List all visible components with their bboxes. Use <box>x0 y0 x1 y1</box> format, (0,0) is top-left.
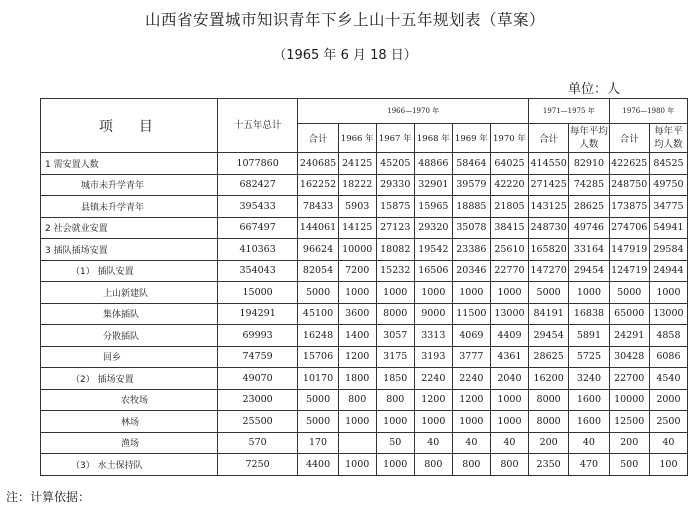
table-row <box>41 239 688 261</box>
cell-value: 42220 <box>490 174 528 196</box>
cell-value: 1800 <box>338 368 376 390</box>
table-row <box>41 346 688 368</box>
row-label: 分散插队 <box>41 325 218 347</box>
footnote: 注：计算依据： <box>6 490 91 504</box>
header-col: 合计 <box>609 124 649 153</box>
row-label: 渔场 <box>41 432 218 454</box>
cell-value: 170 <box>298 432 338 454</box>
table-row <box>41 325 688 347</box>
cell-value: 800 <box>376 389 414 411</box>
cell-value: 4069 <box>452 325 490 347</box>
header-col: 1969 年 <box>452 124 490 153</box>
cell-value: 2240 <box>414 368 452 390</box>
cell-value: 1850 <box>376 368 414 390</box>
cell-value: 28625 <box>569 196 609 218</box>
header-col: 合计 <box>298 124 338 153</box>
document-date: （1965 年 6 月 18 日） <box>273 48 417 63</box>
cell-value: 271425 <box>529 174 569 196</box>
cell-value: 11500 <box>452 303 490 325</box>
row-label: 集体插队 <box>41 303 218 325</box>
cell-value: 32901 <box>414 174 452 196</box>
cell-value: 500 <box>609 454 649 476</box>
cell-value: 49750 <box>649 174 687 196</box>
cell-value: 248750 <box>609 174 649 196</box>
cell-value: 49746 <box>569 217 609 239</box>
cell-value: 1000 <box>376 282 414 304</box>
header-col: 1967 年 <box>376 124 414 153</box>
table-row <box>41 432 688 454</box>
row-label: （2） 插场安置 <box>41 368 218 390</box>
cell-value: 24944 <box>649 260 687 282</box>
cell-value: 40 <box>490 432 528 454</box>
cell-value: 5725 <box>569 346 609 368</box>
cell-value: 1000 <box>490 282 528 304</box>
cell-value: 2000 <box>649 389 687 411</box>
table-row <box>41 368 688 390</box>
cell-value: 147919 <box>609 239 649 261</box>
cell-value: 82910 <box>569 153 609 175</box>
cell-value: 162252 <box>298 174 338 196</box>
cell-value: 2240 <box>452 368 490 390</box>
cell-value: 3057 <box>376 325 414 347</box>
cell-value: 22700 <box>609 368 649 390</box>
cell-value: 82054 <box>298 260 338 282</box>
cell-value: 58464 <box>452 153 490 175</box>
cell-value: 124719 <box>609 260 649 282</box>
cell-value: 800 <box>490 454 528 476</box>
cell-value: 45100 <box>298 303 338 325</box>
cell-value: 1000 <box>649 282 687 304</box>
cell-value: 274706 <box>609 217 649 239</box>
cell-value: 34775 <box>649 196 687 218</box>
cell-value: 30428 <box>609 346 649 368</box>
cell-value: 16506 <box>414 260 452 282</box>
cell-value: 14125 <box>338 217 376 239</box>
unit-label: 单位：人 <box>568 82 621 97</box>
cell-value: 3313 <box>414 325 452 347</box>
header-total: 十五年总计 <box>217 99 298 153</box>
cell-value: 40 <box>569 432 609 454</box>
cell-value: 800 <box>452 454 490 476</box>
row-label: 2 社会就业安置 <box>41 217 218 239</box>
cell-value: 22770 <box>490 260 528 282</box>
cell-value: 4409 <box>490 325 528 347</box>
cell-value: 28625 <box>529 346 569 368</box>
cell-value: 15875 <box>376 196 414 218</box>
cell-value: 24125 <box>338 153 376 175</box>
cell-value: 7200 <box>338 260 376 282</box>
cell-value: 20346 <box>452 260 490 282</box>
cell-value: 248730 <box>529 217 569 239</box>
cell-value: 2500 <box>649 411 687 433</box>
table-row <box>41 282 688 304</box>
cell-value: 667497 <box>217 217 298 239</box>
table-row <box>41 217 688 239</box>
cell-value: 3193 <box>414 346 452 368</box>
cell-value: 8000 <box>376 303 414 325</box>
row-label: 农牧场 <box>41 389 218 411</box>
cell-value: 8000 <box>529 389 569 411</box>
cell-value: 410363 <box>217 239 298 261</box>
cell-value: 147270 <box>529 260 569 282</box>
cell-value: 15965 <box>414 196 452 218</box>
header-col: 1970 年 <box>490 124 528 153</box>
cell-value: 49070 <box>217 368 298 390</box>
table-row <box>41 411 688 433</box>
cell-value: 800 <box>338 389 376 411</box>
table-row <box>41 303 688 325</box>
cell-value: 6086 <box>649 346 687 368</box>
cell-value: 414550 <box>529 153 569 175</box>
cell-value: 1000 <box>452 282 490 304</box>
cell-value: 200 <box>609 432 649 454</box>
cell-value: 29454 <box>569 260 609 282</box>
cell-value: 4540 <box>649 368 687 390</box>
cell-value <box>338 432 376 454</box>
cell-value: 18885 <box>452 196 490 218</box>
cell-value: 570 <box>217 432 298 454</box>
cell-value: 1400 <box>338 325 376 347</box>
cell-value: 200 <box>529 432 569 454</box>
row-label: 1 需安置人数 <box>41 153 218 175</box>
header-group-1971-1975: 1971—1975 年 <box>529 99 610 124</box>
cell-value: 395433 <box>217 196 298 218</box>
cell-value: 9000 <box>414 303 452 325</box>
cell-value: 19542 <box>414 239 452 261</box>
cell-value: 64025 <box>490 153 528 175</box>
cell-value: 65000 <box>609 303 649 325</box>
row-label: （3） 水土保持队 <box>41 454 218 476</box>
cell-value: 4400 <box>298 454 338 476</box>
row-label: 县镇未升学青年 <box>41 196 218 218</box>
cell-value: 18222 <box>338 174 376 196</box>
cell-value: 10000 <box>609 389 649 411</box>
cell-value: 1200 <box>338 346 376 368</box>
table-row <box>41 260 688 282</box>
cell-value: 29454 <box>529 325 569 347</box>
cell-value: 354043 <box>217 260 298 282</box>
cell-value: 40 <box>414 432 452 454</box>
cell-value: 5000 <box>298 411 338 433</box>
cell-value: 3240 <box>569 368 609 390</box>
cell-value: 1000 <box>414 282 452 304</box>
cell-value: 1000 <box>490 411 528 433</box>
row-label: 城市未升学青年 <box>41 174 218 196</box>
cell-value: 54941 <box>649 217 687 239</box>
table-row <box>41 454 688 476</box>
cell-value: 74285 <box>569 174 609 196</box>
cell-value: 800 <box>414 454 452 476</box>
cell-value: 1200 <box>414 389 452 411</box>
cell-value: 1000 <box>452 411 490 433</box>
cell-value: 2350 <box>529 454 569 476</box>
cell-value: 12500 <box>609 411 649 433</box>
cell-value: 4361 <box>490 346 528 368</box>
header-col: 1968 年 <box>414 124 452 153</box>
table-row <box>41 389 688 411</box>
cell-value: 21805 <box>490 196 528 218</box>
cell-value: 144061 <box>298 217 338 239</box>
cell-value: 96624 <box>298 239 338 261</box>
header-group-1966-1970: 1966—1970 年 <box>298 99 529 124</box>
cell-value: 8000 <box>529 411 569 433</box>
cell-value: 50 <box>376 432 414 454</box>
cell-value: 173875 <box>609 196 649 218</box>
cell-value: 5000 <box>529 282 569 304</box>
row-label: 上山新建队 <box>41 282 218 304</box>
cell-value: 15232 <box>376 260 414 282</box>
row-label: （1） 插队安置 <box>41 260 218 282</box>
cell-value: 7250 <box>217 454 298 476</box>
cell-value: 1200 <box>452 389 490 411</box>
cell-value: 38415 <box>490 217 528 239</box>
cell-value: 16248 <box>298 325 338 347</box>
cell-value: 74759 <box>217 346 298 368</box>
cell-value: 3175 <box>376 346 414 368</box>
cell-value: 1000 <box>569 282 609 304</box>
cell-value: 29584 <box>649 239 687 261</box>
row-label: 林场 <box>41 411 218 433</box>
cell-value: 15706 <box>298 346 338 368</box>
cell-value: 422625 <box>609 153 649 175</box>
cell-value: 1000 <box>338 282 376 304</box>
header-col: 每年平均人数 <box>649 124 687 153</box>
cell-value: 15000 <box>217 282 298 304</box>
cell-value: 1000 <box>414 411 452 433</box>
header-col: 1966 年 <box>338 124 376 153</box>
document-title: 山西省安置城市知识青年下乡上山十五年规划表（草案） <box>144 11 545 29</box>
cell-value: 24291 <box>609 325 649 347</box>
cell-value: 40 <box>452 432 490 454</box>
cell-value: 5000 <box>298 282 338 304</box>
cell-value: 84191 <box>529 303 569 325</box>
cell-value: 84525 <box>649 153 687 175</box>
cell-value: 100 <box>649 454 687 476</box>
cell-value: 40 <box>649 432 687 454</box>
cell-value: 16200 <box>529 368 569 390</box>
table-row <box>41 153 688 175</box>
table-row <box>41 196 688 218</box>
cell-value: 165820 <box>529 239 569 261</box>
cell-value: 5891 <box>569 325 609 347</box>
cell-value: 10170 <box>298 368 338 390</box>
cell-value: 48866 <box>414 153 452 175</box>
header-col: 每年平均人数 <box>569 124 609 153</box>
cell-value: 682427 <box>217 174 298 196</box>
cell-value: 3777 <box>452 346 490 368</box>
cell-value: 45205 <box>376 153 414 175</box>
cell-value: 39579 <box>452 174 490 196</box>
cell-value: 1000 <box>338 454 376 476</box>
cell-value: 1000 <box>338 411 376 433</box>
cell-value: 5000 <box>298 389 338 411</box>
cell-value: 5903 <box>338 196 376 218</box>
plan-table <box>40 98 688 476</box>
cell-value: 78433 <box>298 196 338 218</box>
cell-value: 2040 <box>490 368 528 390</box>
cell-value: 5000 <box>609 282 649 304</box>
header-col: 合计 <box>529 124 569 153</box>
cell-value: 33164 <box>569 239 609 261</box>
cell-value: 143125 <box>529 196 569 218</box>
header-group-1976-1980: 1976—1980 年 <box>609 99 687 124</box>
cell-value: 1000 <box>376 411 414 433</box>
cell-value: 240685 <box>298 153 338 175</box>
cell-value: 4858 <box>649 325 687 347</box>
table-row <box>41 174 688 196</box>
cell-value: 23386 <box>452 239 490 261</box>
cell-value: 16838 <box>569 303 609 325</box>
cell-value: 25500 <box>217 411 298 433</box>
cell-value: 3600 <box>338 303 376 325</box>
cell-value: 1000 <box>490 389 528 411</box>
cell-value: 27123 <box>376 217 414 239</box>
cell-value: 470 <box>569 454 609 476</box>
header-item: 项 目 <box>41 99 218 153</box>
cell-value: 13000 <box>649 303 687 325</box>
cell-value: 29330 <box>376 174 414 196</box>
cell-value: 25610 <box>490 239 528 261</box>
row-label: 3 插队插场安置 <box>41 239 218 261</box>
cell-value: 10000 <box>338 239 376 261</box>
cell-value: 23000 <box>217 389 298 411</box>
cell-value: 1600 <box>569 389 609 411</box>
cell-value: 1000 <box>376 454 414 476</box>
row-label: 回乡 <box>41 346 218 368</box>
cell-value: 18082 <box>376 239 414 261</box>
cell-value: 194291 <box>217 303 298 325</box>
cell-value: 1077860 <box>217 153 298 175</box>
cell-value: 35078 <box>452 217 490 239</box>
cell-value: 1600 <box>569 411 609 433</box>
cell-value: 29320 <box>414 217 452 239</box>
cell-value: 13000 <box>490 303 528 325</box>
cell-value: 69993 <box>217 325 298 347</box>
